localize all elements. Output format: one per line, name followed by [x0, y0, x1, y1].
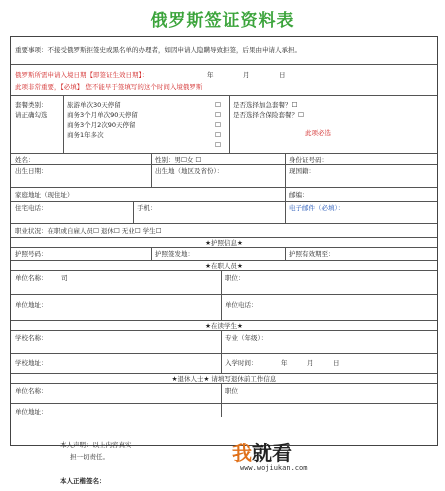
divider	[221, 404, 222, 417]
company-label: 单位名称：	[15, 274, 48, 282]
employed-header: ★在职人员★	[205, 262, 243, 270]
birth-row	[11, 164, 437, 187]
company-address-label: 单位地址：	[15, 301, 48, 309]
entry-month: 月	[243, 71, 250, 79]
insurance-option[interactable]: 是否选择含保险套餐？☐	[233, 111, 304, 119]
divider	[285, 154, 286, 164]
watermark-url: www.wojiukan.com	[240, 464, 308, 472]
divider	[285, 248, 286, 260]
retired-company-row	[11, 383, 437, 403]
occupation-row	[11, 223, 437, 237]
retired-address-label: 单位地址：	[15, 408, 48, 416]
package-divider	[63, 96, 64, 153]
divider	[151, 154, 152, 164]
student-header-row	[11, 320, 437, 330]
divider	[151, 248, 152, 260]
package-option-biz3m2: 商务3个月2次90天停留	[67, 121, 136, 129]
checkbox-tour[interactable]: ☐	[215, 101, 221, 109]
id-label: 身份证号码：	[289, 156, 328, 164]
birth-date-label: 出生日期：	[15, 167, 48, 175]
name-row	[11, 153, 437, 164]
package-divider-2	[229, 96, 230, 153]
phone-row	[11, 201, 437, 223]
notice-text: 重要事项：不接受俄罗斯拒签史或黑名单的办理者，如因申请人隐瞒导致拒签，后果由申请人承担。	[15, 46, 301, 54]
signature-label: 本人正楷签名：	[60, 477, 106, 485]
watermark-char: 我	[232, 441, 252, 465]
entry-date-important: 此项非常重要，【必填】 您不能早于签填写的这个时间入境俄罗斯	[15, 83, 203, 91]
home-phone-label: 住宅电话：	[15, 204, 48, 212]
passport-header: ★护照信息★	[205, 239, 243, 247]
watermark-title	[232, 437, 307, 466]
package-label: 套餐类别：	[15, 101, 48, 109]
company-phone-label: 单位电话：	[225, 301, 258, 309]
notice-row	[11, 37, 437, 64]
address-row	[11, 187, 437, 201]
retired-position-label: 职位	[225, 387, 238, 395]
divider	[151, 165, 152, 187]
checkbox-extra[interactable]: ☐	[215, 141, 221, 149]
divider	[221, 384, 222, 403]
employed-header-row	[11, 260, 437, 270]
package-hint: 请正确勾选	[15, 111, 48, 119]
package-option-biz1y: 商务1年多次	[67, 131, 104, 139]
divider	[221, 295, 222, 320]
enroll-label: 入学时间：	[225, 359, 258, 367]
divider	[221, 354, 222, 373]
urgent-option[interactable]: 是否选择加急套餐？☐	[233, 101, 298, 109]
watermark-logo	[232, 437, 307, 472]
passport-issue-label: 护照签发地：	[155, 250, 194, 258]
enroll-month: 月	[307, 359, 314, 367]
retired-header-row	[11, 373, 437, 383]
checkbox-biz3m2[interactable]: ☐	[215, 121, 221, 129]
enroll-year: 年	[281, 359, 288, 367]
birth-place-label: 出生地（地区及省份）：	[155, 167, 224, 175]
postcode-label: 邮编：	[289, 191, 309, 199]
package-option-biz3m1: 商务3个月单次90天停留	[67, 111, 138, 119]
position-label: 职位：	[225, 274, 245, 282]
email-label: 电子邮件（必填）：	[289, 204, 345, 212]
package-required: 此项必选	[305, 129, 331, 137]
nationality-label: 现国籍：	[289, 167, 315, 175]
entry-year: 年	[207, 71, 214, 79]
passport-header-row	[11, 237, 437, 247]
student-header: ★在读学生★	[205, 322, 243, 330]
form-title: 俄罗斯签证资料表	[150, 11, 295, 31]
checkbox-biz1y[interactable]: ☐	[215, 131, 221, 139]
passport-no-label: 护照号码：	[15, 250, 48, 258]
divider	[285, 165, 286, 187]
employed-company-row	[11, 270, 437, 294]
divider	[285, 202, 286, 223]
retired-company-label: 单位名称：	[15, 387, 48, 395]
major-label: 专业（年级）：	[225, 334, 268, 342]
company-value: 司	[61, 274, 68, 282]
divider	[221, 271, 222, 294]
entry-date-row	[11, 64, 437, 95]
declaration-line-2: 担一切责任。	[70, 453, 109, 461]
declaration-line-1: 本人声明：以上内容真实	[60, 441, 132, 449]
checkbox-biz3m1[interactable]: ☐	[215, 111, 221, 119]
gender-label: 性别：男☐女 ☐	[155, 156, 202, 164]
entry-date-label: 俄罗斯所需申请入境日期【即签证生效日期】：	[15, 71, 149, 79]
passport-row	[11, 247, 437, 260]
occupation-label[interactable]: 职业状况：在职或自雇人员☐ 退休☐ 无业☐ 学生☐	[15, 227, 162, 235]
school-label: 学校名称：	[15, 334, 48, 342]
entry-day: 日	[279, 71, 286, 79]
home-address-label: 家庭地址（现住址）	[15, 191, 74, 199]
school-address-label: 学校地址：	[15, 359, 48, 367]
divider	[285, 188, 286, 201]
student-address-row	[11, 353, 437, 373]
package-option-tour: 旅游单次30天停留	[67, 101, 121, 109]
student-school-row	[11, 330, 437, 353]
passport-expiry-label: 护照有效期至：	[289, 250, 335, 258]
retired-header: ★退休人士★ 请填写退休前工作信息	[171, 375, 277, 383]
package-row	[11, 95, 437, 153]
visa-form	[10, 36, 438, 446]
watermark-text: 就看	[252, 441, 292, 465]
divider	[221, 331, 222, 353]
employed-address-row	[11, 294, 437, 320]
mobile-label: 手机：	[137, 204, 157, 212]
name-label: 姓名：	[15, 156, 35, 164]
enroll-day: 日	[333, 359, 340, 367]
divider	[133, 202, 134, 223]
